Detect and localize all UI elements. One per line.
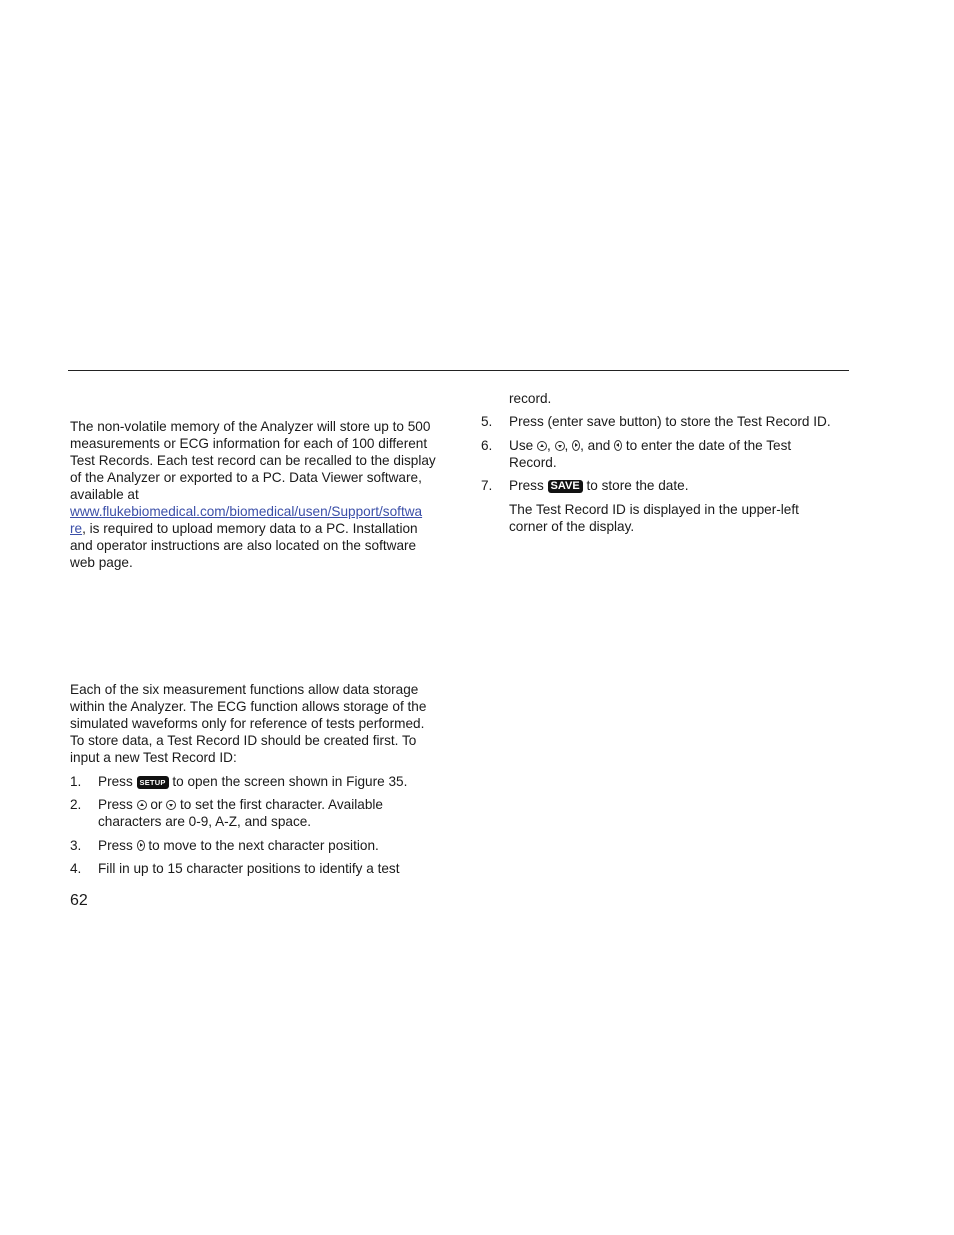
down-arrow-icon <box>555 441 565 451</box>
step-number: 4. <box>70 861 82 876</box>
right-arrow-icon <box>572 440 580 451</box>
step-number: 1. <box>70 774 82 789</box>
step-number: 3. <box>70 838 82 853</box>
step-number: 2. <box>70 797 82 812</box>
page-number: 62 <box>70 892 88 909</box>
step-number: 7. <box>481 478 493 493</box>
section-rule <box>68 370 849 371</box>
storage-paragraph: Each of the six measurement functions allow data storage within the Analyzer. The ECG function allows storage of the simulated waveforms only for reference of tests performed. To store data, a Test Record ID should be created first. To input a new Test Record ID: <box>70 682 427 765</box>
memory-text-a: The non-volatile memory of the Analyzer will store up to 500 measurements or ECG information for each of 100 different Test Records. Each test record can be recalled to the display of the Analyzer or exported to a PC. Data Viewer software, available at <box>70 419 436 502</box>
left-arrow-icon <box>614 440 622 451</box>
right-arrow-icon <box>137 840 145 851</box>
down-arrow-icon <box>166 800 176 810</box>
up-arrow-icon <box>137 800 147 810</box>
step-number: 6. <box>481 438 493 453</box>
up-arrow-icon <box>537 441 547 451</box>
memory-text-b: , is required to upload memory data to a PC. Installation and operator instructions are also located on the software web page. <box>70 521 418 570</box>
step-number: 5. <box>481 414 493 429</box>
save-key-icon: SAVE <box>548 480 583 493</box>
step-4-continuation: record. <box>509 391 552 406</box>
record-id-note: The Test Record ID is displayed in the upper-left corner of the display. <box>509 502 799 534</box>
memory-paragraph <box>70 418 436 571</box>
software-link[interactable]: www.flukebiomedical.com/biomedical/usen/Support/softwa re <box>70 504 423 536</box>
setup-key-icon: SETUP <box>137 776 169 789</box>
